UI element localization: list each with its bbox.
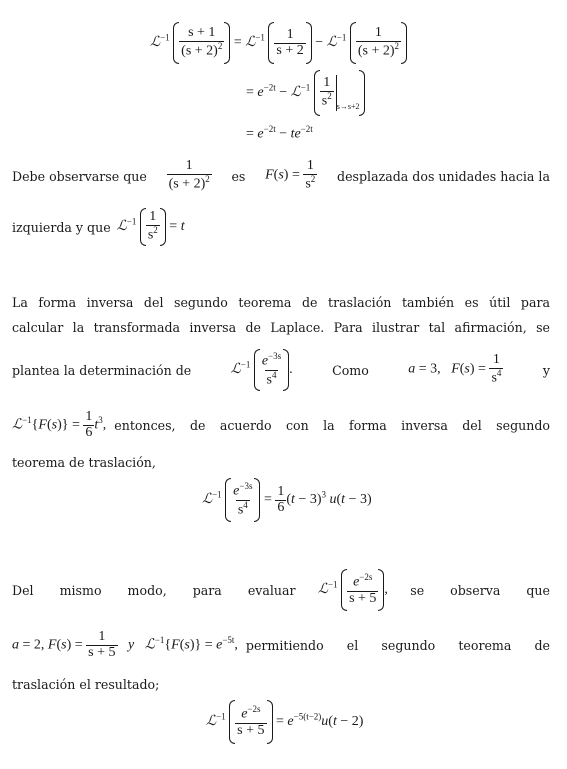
text-p2-a: izquierda y que (12, 219, 111, 235)
equation-line-2: = $e^{-2t}$ − ℒ$^{-1}$ $\frac{1}{s^2}$ s→s+2 (246, 70, 365, 116)
math-a3: a = 3, F(s) = $\frac{1}{s^4}$ (408, 352, 502, 386)
text-para3-l3: traslación el resultado; (12, 676, 160, 692)
paragraph-3-line-3 (12, 672, 550, 696)
paragraph-2-line-5 (12, 450, 550, 474)
equation-e2s-result: ℒ$^{-1}$ $\frac{e^{-2s}}{s + 5}$ = $e^{-5(t-2)}u(t - 2)$ (206, 700, 363, 744)
text-para2-l3-b: Como (332, 362, 369, 378)
text-p1-c: desplazada dos unidades hacia la (337, 168, 550, 184)
text-para2-l5: teorema de traslación, (12, 454, 156, 470)
text-para3-l2-b: permitiendo el segundo teorema de (245, 637, 550, 653)
paragraph-3-line-1 (12, 565, 550, 615)
math-inv-F-t3: ℒ$^{-1}${F(s)} = $\frac{1}{6}$ $t^3$, (12, 408, 107, 440)
text-p1-a: Debe observarse que (12, 168, 147, 184)
math-inv-e2s: ℒ$^{-1}$ $\frac{e^{-2s}}{s + 5}$ , (318, 569, 388, 611)
paragraph-1-line-2 (12, 206, 550, 248)
paragraph-2-line-3 (12, 345, 550, 395)
paragraph-3-line-2 (12, 625, 550, 665)
math-inv-e3s: ℒ$^{-1}$ $\frac{e^{-3s}}{s^4}$ . (231, 349, 293, 391)
text-para3-l1-b: se observa que (410, 582, 550, 598)
text-para2-l4-b: entonces, de acuerdo con la forma inversa del segundo (114, 417, 550, 433)
text-para2-l3-a: plantea la determinación de (12, 362, 192, 378)
math-inv-1-s2: ℒ$^{-1}$ $\frac{1}{s^2}$ = t (117, 208, 185, 246)
paragraph-1-line-1 (12, 155, 550, 197)
text-para2-l1: La forma inversa del segundo teorema de traslación también es útil para (12, 294, 550, 310)
equation-e3s-result: ℒ$^{-1}$ $\frac{e^{-3s}}{s^4}$ = $\frac{1}{6}$ $(t - 3)^3$ u(t − 3) (202, 478, 372, 522)
equation-line-3: = $e^{-2t} - te^{-2t}$ (246, 124, 313, 142)
text-p1-b: es (231, 168, 246, 184)
paragraph-2-line-4 (12, 405, 550, 445)
math-a2: a = 2, F(s) = $\frac{1}{s + 5}$ y ℒ$^{-1}${F(s)} = $e^{-5t}$, (12, 628, 238, 660)
math-F: F(s) = $\frac{1}{s^2}$ (265, 158, 316, 192)
text-para2-l2: calcular la transformada inversa de Laplace. Para ilustrar tal afirmación, se (12, 319, 550, 335)
paragraph-2-line-1 (12, 290, 550, 314)
equation-line-1: ℒ$^{-1}$ $\frac{s + 1}{(s + 2)^2}$ = ℒ$^{-1}$ $\frac{1}{s + 2}$ − ℒ$^{-1}$ $\frac{1}{(s + 2)^2}$ (150, 22, 407, 64)
math-frac-1: $\frac{1}{(s + 2)^2}$ (168, 158, 210, 192)
text-para2-l3-c: y (542, 362, 550, 378)
paragraph-2-line-2 (12, 315, 550, 339)
text-para3-l1-a: Del mismo modo, para evaluar (12, 582, 296, 598)
